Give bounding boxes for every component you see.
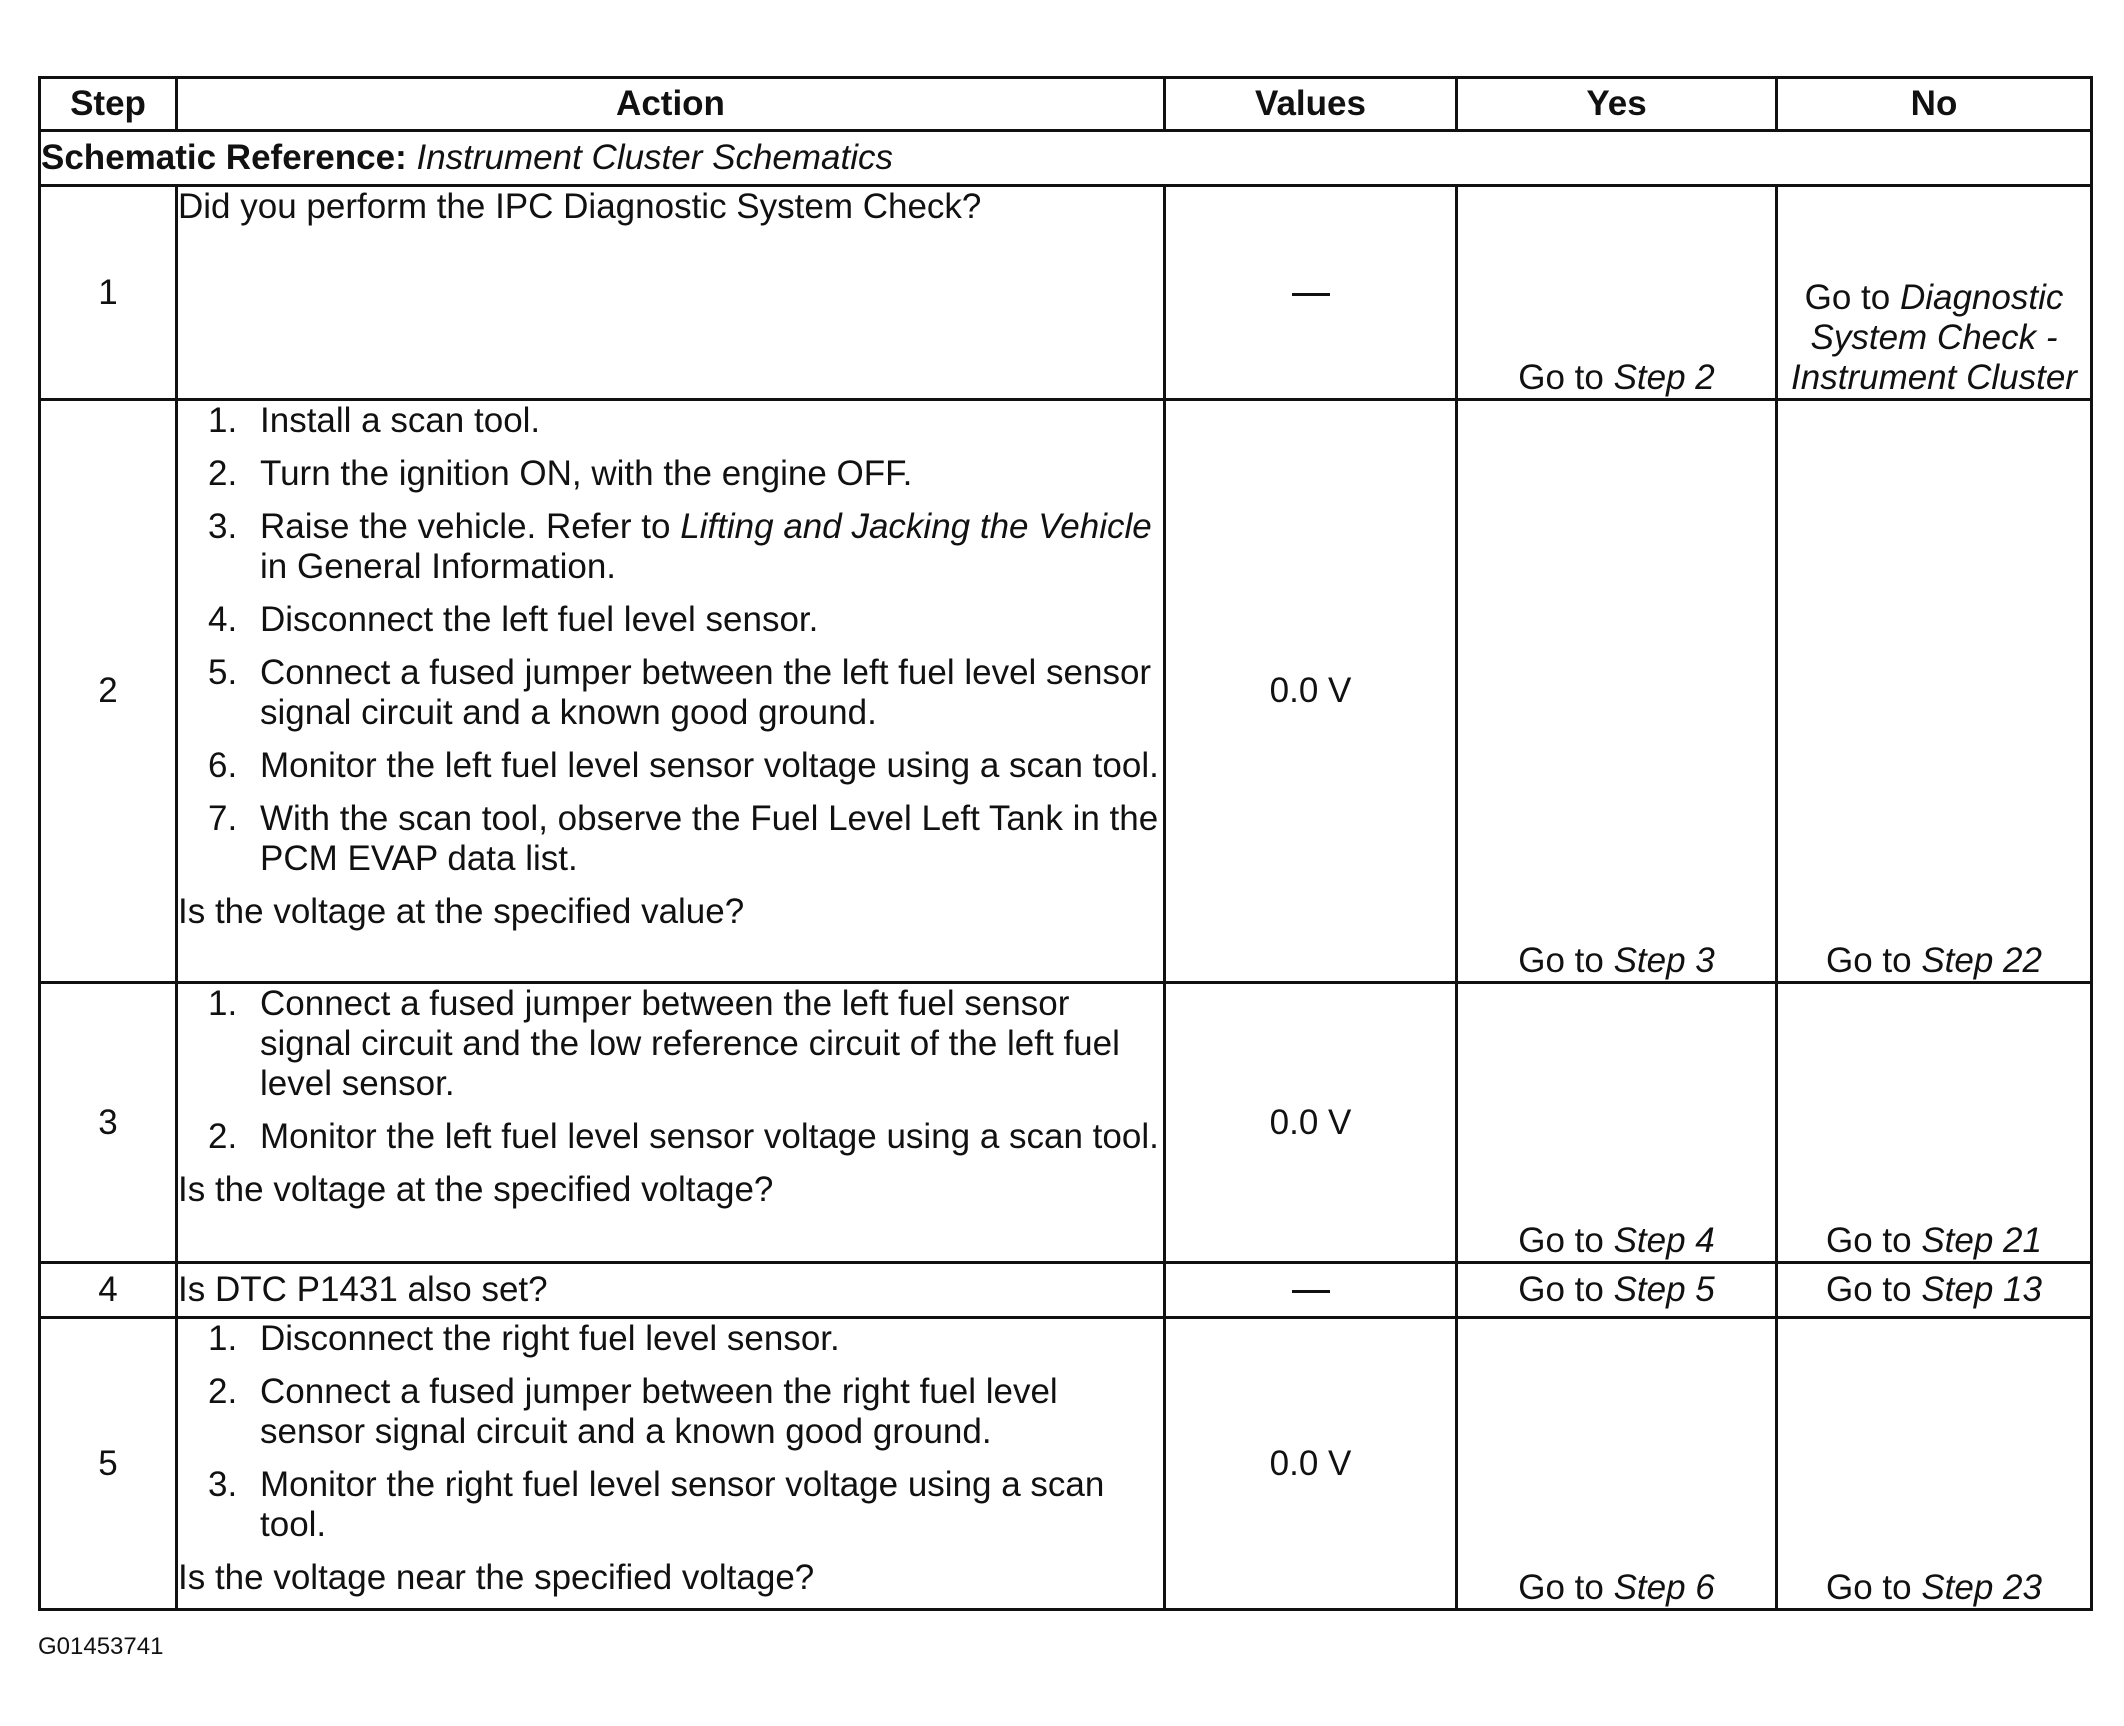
list-item: 5. Connect a fused jumper between the left fuel level sensor signal circuit and a known good ground.	[208, 653, 1152, 732]
yes-step-link: Step 3	[1613, 941, 1715, 980]
yes-cell: Go to Step 3	[1457, 400, 1777, 983]
yes-cell: Go to Step 4	[1457, 983, 1777, 1263]
header-action: Action	[177, 78, 1165, 131]
value-cell: 0.0 V	[1165, 983, 1457, 1263]
value-cell: 0.0 V	[1165, 400, 1457, 983]
reference-label: Schematic Reference:	[41, 138, 407, 177]
no-step-link: Step 23	[1921, 1568, 2042, 1607]
step-number: 4	[40, 1263, 177, 1318]
step-number: 2	[40, 400, 177, 983]
header-row	[40, 78, 2092, 131]
no-cell: Go to Step 23	[1777, 1318, 2092, 1610]
step-number: 3	[40, 983, 177, 1263]
action-question: Is the voltage at the specified value?	[178, 892, 745, 931]
no-step-link: Step 22	[1921, 941, 2042, 980]
list-item: 6. Monitor the left fuel level sensor voltage using a scan tool.	[208, 746, 1159, 785]
reference-value: Instrument Cluster Schematics	[416, 138, 894, 177]
dash-mark	[1292, 1290, 1330, 1293]
no-step-link: Step 21	[1921, 1221, 2042, 1260]
table-row	[40, 1318, 2092, 1610]
action-question: Is DTC P1431 also set?	[178, 1270, 548, 1309]
table-row	[40, 186, 2092, 400]
yes-step-link: Step 6	[1613, 1568, 1715, 1607]
list-item: 2. Connect a fused jumper between the right fuel level sensor signal circuit and a known good ground.	[208, 1372, 1058, 1451]
value-cell	[1165, 186, 1457, 400]
no-step-link: Diagnostic System Check - Instrument Cluster	[1791, 278, 2077, 397]
schematic-reference-row	[40, 131, 2092, 186]
list-item: 2. Turn the ignition ON, with the engine OFF.	[208, 454, 913, 493]
list-item: 4. Disconnect the left fuel level sensor.	[208, 600, 819, 639]
yes-cell: Go to Step 5	[1457, 1263, 1777, 1318]
yes-step-link: Step 4	[1613, 1221, 1715, 1260]
list-item: 3. Raise the vehicle. Refer to Lifting and Jacking the Vehicle in General Information.	[208, 507, 1152, 586]
no-cell: Go to Diagnostic System Check - Instrument Cluster	[1777, 186, 2092, 400]
action-question: Is the voltage at the specified voltage?	[178, 1170, 774, 1209]
value-cell	[1165, 1263, 1457, 1318]
value-cell: 0.0 V	[1165, 1318, 1457, 1610]
yes-cell: Go to Step 2	[1457, 186, 1777, 400]
yes-step-link: Step 2	[1613, 358, 1715, 397]
action-list	[178, 1319, 1163, 1545]
yes-cell: Go to Step 6	[1457, 1318, 1777, 1610]
header-yes: Yes	[1457, 78, 1777, 131]
table-row	[40, 983, 2092, 1263]
header-values: Values	[1165, 78, 1457, 131]
action-list	[178, 401, 1163, 879]
dash-mark	[1292, 293, 1330, 296]
yes-step-link: Step 5	[1613, 1270, 1715, 1309]
list-item: 2. Monitor the left fuel level sensor voltage using a scan tool.	[208, 1117, 1159, 1156]
no-cell: Go to Step 13	[1777, 1263, 2092, 1318]
no-cell: Go to Step 22	[1777, 400, 2092, 983]
header-no: No	[1777, 78, 2092, 131]
diagnostic-table	[38, 76, 2093, 1611]
no-cell: Go to Step 21	[1777, 983, 2092, 1263]
list-item: 1. Disconnect the right fuel level sensor.	[208, 1319, 840, 1358]
header-step: Step	[40, 78, 177, 131]
table-row	[40, 400, 2092, 983]
no-step-link: Step 13	[1921, 1270, 2042, 1309]
step-number: 1	[40, 186, 177, 400]
table-row	[40, 1263, 2092, 1318]
figure-id: G01453741	[38, 1633, 164, 1660]
list-item: 1. Install a scan tool.	[208, 401, 541, 440]
step-number: 5	[40, 1318, 177, 1610]
list-item: 3. Monitor the right fuel level sensor voltage using a scan tool.	[208, 1465, 1105, 1544]
list-item: 7. With the scan tool, observe the Fuel Level Left Tank in the PCM EVAP data list.	[208, 799, 1159, 878]
list-item: 1. Connect a fused jumper between the left fuel sensor signal circuit and the low reference circuit of the left fuel level sensor.	[208, 984, 1120, 1103]
action-question: Is the voltage near the specified voltage?	[178, 1558, 815, 1597]
action-list	[178, 984, 1163, 1157]
action-question: Did you perform the IPC Diagnostic System Check?	[178, 187, 982, 226]
